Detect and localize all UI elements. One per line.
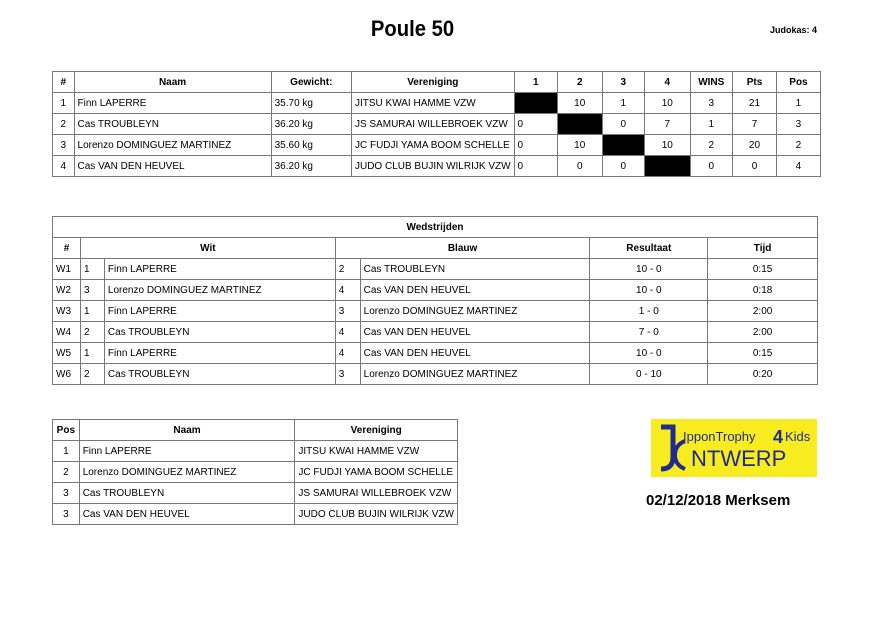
- rank-position: 3: [53, 504, 80, 525]
- wit-number: 1: [80, 259, 104, 280]
- col-header: Naam: [79, 420, 295, 441]
- match-time: 0:18: [708, 280, 818, 301]
- judoka-weight: 36.20 kg: [271, 114, 351, 135]
- ranking-table: [52, 419, 458, 525]
- blauw-name: Cas VAN DEN HEUVEL: [360, 343, 590, 364]
- wit-number: 1: [80, 343, 104, 364]
- col-header: Naam: [74, 72, 271, 93]
- blocked-cell: [644, 156, 690, 177]
- match-time: 0:15: [708, 343, 818, 364]
- rank-name: Cas VAN DEN HEUVEL: [79, 504, 295, 525]
- wit-name: Lorenzo DOMINGUEZ MARTINEZ: [104, 280, 335, 301]
- col-header: 2: [557, 72, 602, 93]
- table-row: [53, 483, 458, 504]
- event-date: 02/12/2018 Merksem: [646, 492, 791, 509]
- table-row: [53, 343, 818, 364]
- logo-text-line2: NTWERP: [691, 446, 787, 471]
- wins-cell: 2: [690, 135, 733, 156]
- rank-name: Cas TROUBLEYN: [79, 483, 295, 504]
- col-header: WINS: [690, 72, 733, 93]
- position-cell: 4: [776, 156, 820, 177]
- judoka-weight: 35.70 kg: [271, 93, 351, 114]
- score-cell: 0: [514, 156, 557, 177]
- match-id: W3: [53, 301, 81, 322]
- score-cell: 0: [602, 114, 644, 135]
- col-header: #: [53, 238, 81, 259]
- rank-position: 3: [53, 483, 80, 504]
- table-row: [53, 462, 458, 483]
- judokas-count: Judokas: 4: [770, 25, 818, 35]
- row-number: 3: [53, 135, 75, 156]
- ippon-trophy-logo: [651, 419, 817, 477]
- wins-cell: 3: [690, 93, 733, 114]
- wit-name: Finn LAPERRE: [104, 343, 335, 364]
- score-cell: 10: [557, 135, 602, 156]
- table-row: [53, 114, 821, 135]
- judoka-name: Lorenzo DOMINGUEZ MARTINEZ: [74, 135, 271, 156]
- table-row: [53, 301, 818, 322]
- poule-table: [52, 71, 821, 177]
- col-header: Tijd: [708, 238, 818, 259]
- match-time: 2:00: [708, 322, 818, 343]
- judoka-club: JC FUDJI YAMA BOOM SCHELLE: [351, 135, 514, 156]
- wit-number: 2: [80, 364, 104, 385]
- match-result: 10 - 0: [590, 259, 708, 280]
- score-cell: 10: [644, 135, 690, 156]
- rank-position: 2: [53, 462, 80, 483]
- points-cell: 7: [733, 114, 777, 135]
- row-number: 2: [53, 114, 75, 135]
- score-cell: 0: [514, 114, 557, 135]
- position-cell: 1: [776, 93, 820, 114]
- score-cell: 10: [557, 93, 602, 114]
- col-header: 4: [644, 72, 690, 93]
- logo-text-number: 4: [773, 427, 784, 447]
- points-cell: 20: [733, 135, 777, 156]
- blauw-name: Cas VAN DEN HEUVEL: [360, 322, 590, 343]
- match-time: 0:20: [708, 364, 818, 385]
- col-header: Resultaat: [590, 238, 708, 259]
- wit-name: Cas TROUBLEYN: [104, 364, 335, 385]
- table-row: [53, 259, 818, 280]
- match-time: 0:15: [708, 259, 818, 280]
- wit-number: 2: [80, 322, 104, 343]
- col-header: 1: [514, 72, 557, 93]
- blauw-number: 4: [335, 343, 360, 364]
- table-row: [53, 441, 458, 462]
- col-header: Pts: [733, 72, 777, 93]
- blauw-name: Lorenzo DOMINGUEZ MARTINEZ: [360, 301, 590, 322]
- rank-club: JC FUDJI YAMA BOOM SCHELLE: [295, 462, 458, 483]
- blauw-number: 4: [335, 322, 360, 343]
- col-header: Pos: [776, 72, 820, 93]
- poule-header-row: [53, 72, 821, 93]
- col-header: Vereniging: [351, 72, 514, 93]
- wit-number: 3: [80, 280, 104, 301]
- blauw-number: 3: [335, 364, 360, 385]
- rank-position: 1: [53, 441, 80, 462]
- wit-name: Finn LAPERRE: [104, 301, 335, 322]
- table-row: [53, 93, 821, 114]
- col-header: #: [53, 72, 75, 93]
- wit-name: Finn LAPERRE: [104, 259, 335, 280]
- score-cell: 0: [557, 156, 602, 177]
- score-cell: 0: [602, 156, 644, 177]
- col-header: 3: [602, 72, 644, 93]
- matches-title: Wedstrijden: [53, 217, 818, 238]
- rank-club: JITSU KWAI HAMME VZW: [295, 441, 458, 462]
- judoka-name: Cas VAN DEN HEUVEL: [74, 156, 271, 177]
- match-result: 7 - 0: [590, 322, 708, 343]
- match-result: 10 - 0: [590, 343, 708, 364]
- col-header: Vereniging: [295, 420, 458, 441]
- wins-cell: 1: [690, 114, 733, 135]
- blauw-name: Cas TROUBLEYN: [360, 259, 590, 280]
- judoka-club: JITSU KWAI HAMME VZW: [351, 93, 514, 114]
- logo-c-mark: [675, 441, 685, 469]
- rank-club: JUDO CLUB BUJIN WILRIJK VZW: [295, 504, 458, 525]
- logo-text-line1: IpponTrophy: [683, 429, 756, 444]
- logo-text-kids: Kids: [785, 429, 811, 444]
- score-cell: 7: [644, 114, 690, 135]
- score-cell: 1: [602, 93, 644, 114]
- points-cell: 21: [733, 93, 777, 114]
- rank-name: Lorenzo DOMINGUEZ MARTINEZ: [79, 462, 295, 483]
- col-header: Gewicht:: [271, 72, 351, 93]
- match-id: W4: [53, 322, 81, 343]
- wit-name: Cas TROUBLEYN: [104, 322, 335, 343]
- match-id: W1: [53, 259, 81, 280]
- page-title: Poule 50: [370, 16, 455, 41]
- table-row: [53, 322, 818, 343]
- row-number: 1: [53, 93, 75, 114]
- logo-graphic: [651, 419, 817, 477]
- col-header: Wit: [80, 238, 335, 259]
- match-result: 1 - 0: [590, 301, 708, 322]
- match-id: W5: [53, 343, 81, 364]
- match-result: 10 - 0: [590, 280, 708, 301]
- blauw-name: Lorenzo DOMINGUEZ MARTINEZ: [360, 364, 590, 385]
- table-row: [53, 135, 821, 156]
- points-cell: 0: [733, 156, 777, 177]
- table-row: [53, 504, 458, 525]
- blocked-cell: [514, 93, 557, 114]
- blauw-number: 4: [335, 280, 360, 301]
- blauw-number: 2: [335, 259, 360, 280]
- position-cell: 3: [776, 114, 820, 135]
- logo-j-mark: [661, 427, 673, 469]
- rank-club: JS SAMURAI WILLEBROEK VZW: [295, 483, 458, 504]
- position-cell: 2: [776, 135, 820, 156]
- table-row: [53, 364, 818, 385]
- blocked-cell: [557, 114, 602, 135]
- match-id: W2: [53, 280, 81, 301]
- matches-table: [52, 216, 818, 385]
- judoka-club: JUDO CLUB BUJIN WILRIJK VZW: [351, 156, 514, 177]
- match-time: 2:00: [708, 301, 818, 322]
- match-id: W6: [53, 364, 81, 385]
- rank-name: Finn LAPERRE: [79, 441, 295, 462]
- match-result: 0 - 10: [590, 364, 708, 385]
- blauw-name: Cas VAN DEN HEUVEL: [360, 280, 590, 301]
- ranking-header-row: [53, 420, 458, 441]
- col-header: Blauw: [335, 238, 590, 259]
- score-cell: 10: [644, 93, 690, 114]
- wins-cell: 0: [690, 156, 733, 177]
- judoka-club: JS SAMURAI WILLEBROEK VZW: [351, 114, 514, 135]
- row-number: 4: [53, 156, 75, 177]
- judoka-weight: 35.60 kg: [271, 135, 351, 156]
- table-row: [53, 280, 818, 301]
- blocked-cell: [602, 135, 644, 156]
- matches-header-row: [53, 238, 818, 259]
- judoka-weight: 36.20 kg: [271, 156, 351, 177]
- wit-number: 1: [80, 301, 104, 322]
- score-cell: 0: [514, 135, 557, 156]
- table-row: [53, 156, 821, 177]
- judoka-name: Finn LAPERRE: [74, 93, 271, 114]
- blauw-number: 3: [335, 301, 360, 322]
- col-header: Pos: [53, 420, 80, 441]
- judoka-name: Cas TROUBLEYN: [74, 114, 271, 135]
